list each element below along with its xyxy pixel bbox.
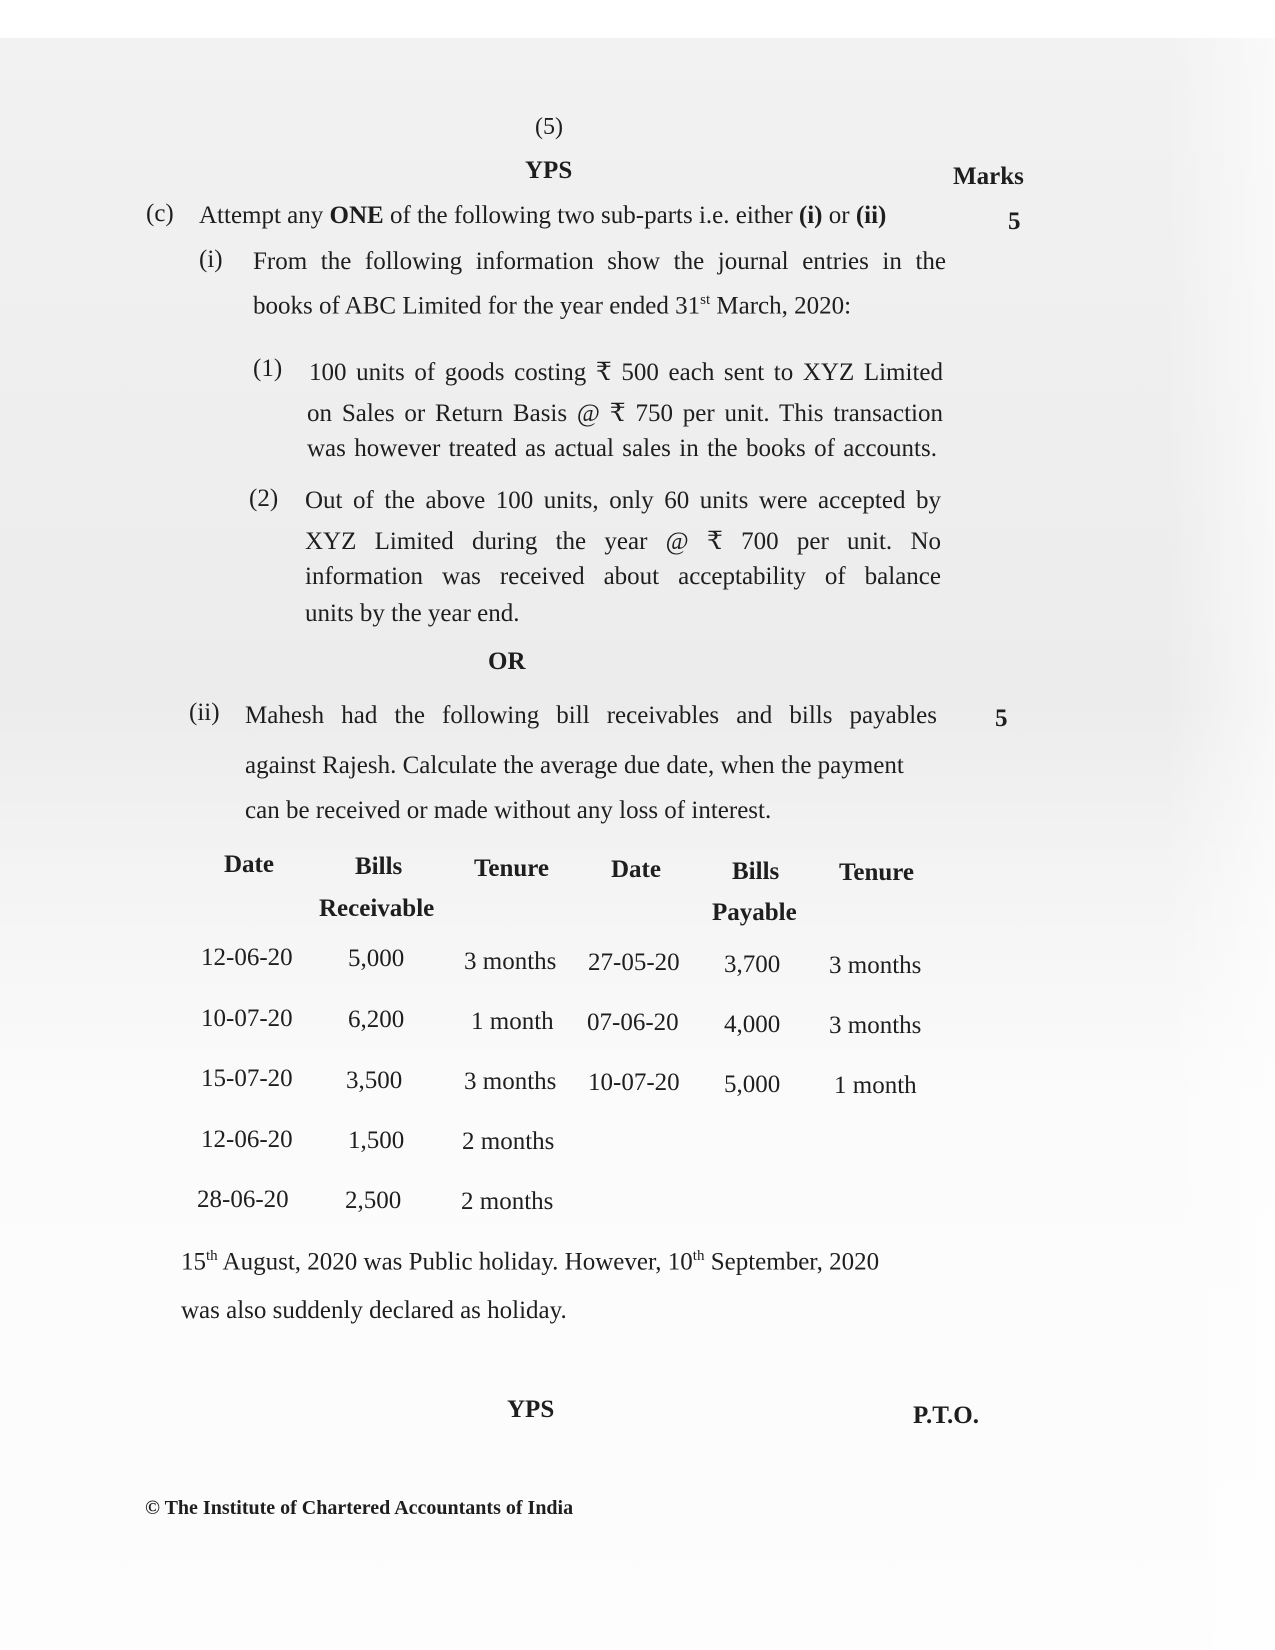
item-1-line1: 100 units of goods costing ₹ 500 each sent to XYZ Limited <box>309 359 943 386</box>
table-cell: 2,500 <box>345 1187 402 1214</box>
item-2-label: (2) <box>249 485 279 512</box>
table-cell: 1 month <box>834 1072 917 1099</box>
item-2-line2: XYZ Limited during the year @ ₹ 700 per unit. No <box>305 528 941 555</box>
part-c-label: (c) <box>146 200 174 227</box>
header-date-payable: Date <box>611 856 661 883</box>
table-cell: 5,000 <box>724 1071 781 1098</box>
page-number: (5) <box>535 114 563 140</box>
table-cell: 1,500 <box>348 1127 405 1154</box>
header-bills-receivable: Bills <box>355 853 403 880</box>
marks-label: Marks <box>953 163 1024 190</box>
item-2-line4: units by the year end. <box>305 600 520 627</box>
item-1-line2: on Sales or Return Basis @ ₹ 750 per unit. This transaction <box>307 400 943 427</box>
part-c-marks: 5 <box>1008 208 1021 235</box>
sub-i-line2-text: March, 2020: <box>710 292 852 320</box>
table-cell: 3 months <box>829 1012 922 1039</box>
header-bills-payable: Bills <box>732 858 780 885</box>
page-right-edge <box>1165 0 1275 1650</box>
table-cell: 12-06-20 <box>201 944 293 971</box>
table-cell: 3 months <box>829 952 922 979</box>
instruction-i: (i) <box>798 202 823 229</box>
header-date-receivable: Date <box>224 851 274 878</box>
holiday-note-sup: th <box>692 1248 705 1264</box>
table-cell: 1 month <box>471 1008 554 1035</box>
instruction-ii: (ii) <box>855 202 887 229</box>
table-cell: 2 months <box>461 1188 554 1215</box>
table-cell: 27-05-20 <box>588 949 680 976</box>
sub-ii-line2: against Rajesh. Calculate the average due date, when the payment <box>245 752 904 779</box>
sub-i-line2-sup: st <box>700 292 711 308</box>
sub-ii-label: (ii) <box>189 699 220 726</box>
part-c-instruction <box>199 202 886 230</box>
table-cell: 2 months <box>462 1128 555 1155</box>
paper-code-bottom: YPS <box>507 1396 555 1423</box>
table-cell: 4,000 <box>724 1011 781 1038</box>
or-separator: OR <box>488 648 526 675</box>
table-cell: 5,000 <box>348 945 405 972</box>
item-2-line3: information was received about acceptability of balance <box>305 563 941 590</box>
holiday-note-line2: was also suddenly declared as holiday. <box>181 1297 567 1324</box>
sub-ii-line3: can be received or made without any loss of interest. <box>245 797 772 824</box>
table-cell: 3,500 <box>346 1067 403 1094</box>
sub-i-line2-text: books of ABC Limited for the year ended 31 <box>253 292 701 320</box>
instruction-text: Attempt any <box>199 202 330 229</box>
table-cell: 3 months <box>464 1068 557 1095</box>
table-cell: 10-07-20 <box>588 1069 680 1096</box>
sub-i-line1: From the following information show the journal entries in the <box>253 248 946 275</box>
holiday-note-text: August, 2020 was Public holiday. However, 10 <box>217 1248 693 1276</box>
table-cell: 15-07-20 <box>201 1065 293 1092</box>
holiday-note-text: September, 2020 <box>704 1248 880 1276</box>
page-top-margin <box>0 0 1275 38</box>
instruction-text: or <box>822 202 856 229</box>
table-cell: 10-07-20 <box>201 1005 293 1032</box>
item-2-line1: Out of the above 100 units, only 60 units were accepted by <box>305 487 941 514</box>
instruction-text: of the following two sub-parts i.e. either <box>383 202 799 229</box>
holiday-note-line1 <box>181 1248 879 1276</box>
header-tenure-payable: Tenure <box>839 859 915 886</box>
sub-ii-marks: 5 <box>995 705 1008 732</box>
sub-ii-line1: Mahesh had the following bill receivables and bills payables <box>245 702 937 729</box>
table-cell: 28-06-20 <box>197 1186 289 1213</box>
sub-i-line2 <box>253 292 851 320</box>
instruction-one: ONE <box>329 202 384 229</box>
holiday-note-text: 15 <box>181 1248 206 1276</box>
item-1-line3: was however treated as actual sales in the books of accounts. <box>307 435 937 462</box>
table-cell: 6,200 <box>348 1006 405 1033</box>
paper-code-top: YPS <box>525 157 573 184</box>
table-cell: 3 months <box>464 948 557 975</box>
item-1-label: (1) <box>253 355 283 382</box>
holiday-note-sup: th <box>206 1248 218 1264</box>
pto-label: P.T.O. <box>913 1402 979 1429</box>
header-bills-payable-2: Payable <box>712 899 797 926</box>
table-cell: 3,700 <box>724 951 781 978</box>
header-tenure-receivable: Tenure <box>474 855 550 882</box>
copyright-notice: © The Institute of Chartered Accountants of India <box>145 1497 574 1519</box>
table-cell: 12-06-20 <box>201 1126 293 1153</box>
sub-i-label: (i) <box>199 246 223 273</box>
table-cell: 07-06-20 <box>587 1009 679 1036</box>
header-bills-receivable-2: Receivable <box>319 895 435 922</box>
